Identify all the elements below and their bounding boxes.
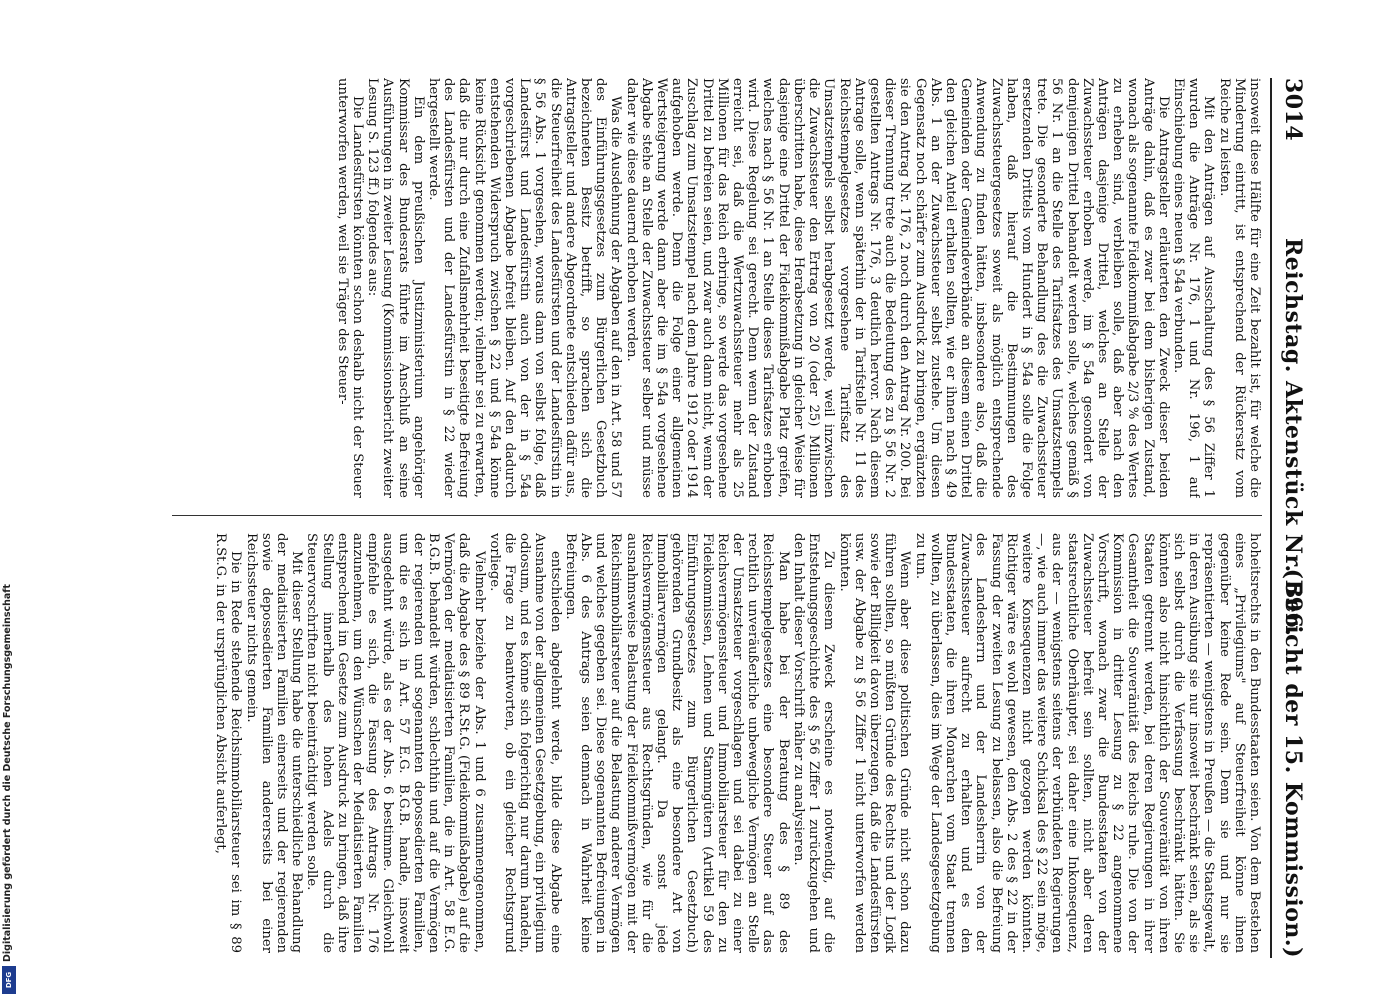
paragraph: Die in Rede stehende Reichsimmobiliarsteuer sei im § 89 R.St.G. in der ursprünglichen Absicht auferlegt, bbox=[213, 533, 244, 953]
running-subtitle: (Bericht der 15. Kommission.) bbox=[1280, 568, 1306, 958]
paragraph: Vielmehr beziehe der Abs. 1 und 6 zusammengenommen, daß die Abgabe des § 89 R.St.G. (Fideikommißabgabe) auf die Vermögen der mediatisierten Familien, die in Art. 58 E.G. B.G.B. behandelt würden, schlechthin und auf die Vermögen der regierenden und sogenannten depossedierten Familien, um die es sich in Art. 57 E.G. B.G.B. handle, insoweit ausgedehnt würde, als es der Abs. 6 bestimme. Gleichwohl empfehle es sich, die Fassung des Antrags Nr. 176 anzunehmen, um den Wünschen der Mediatisierten Familien entsprechend im Gesetze zum Ausdruck zu bringen, daß ihre Stellung innerhalb des hohen Adels durch die Steuervorschriften nicht beeinträchtigt werden solle. bbox=[304, 533, 487, 953]
paragraph: entschieden abgelehnt werde, bilde diese Abgabe eine Ausnahme von der allgemeinen Gesetzgebung, ein privilegium odiosum, und es könne sich folgerichtig nur darum handeln, die Frage zu beantworten, ob ein gleicher Rechtsgrund vorliege. bbox=[486, 533, 563, 953]
digitization-credit-text: Digitalisierung gefördert durch die Deutsche Forschungsgemeinschaft bbox=[2, 584, 13, 962]
paragraph: Wenn aber diese politischen Gründe nicht schon dazu führen sollten, so müßten Gründe des Rechts und der Logik sowie der Billigkeit davon überzeugen, daß die Landesfürsten usw. der Abgabe zu § 56 Ziffer 1 nicht unterworfen werden könnten. bbox=[836, 533, 913, 953]
paragraph: Zu diesem Zweck erscheine es notwendig, auf die Entstehungsgeschichte des § 56 Ziffer 1 zurückzugehen und den Inhalt dieser Vorschrift näher zu analysieren. bbox=[790, 533, 837, 953]
paragraph: Ein dem preußischen Justizministerium angehöriger Kommissar des Bundesrats führte im Anschluß an seine Ausführungen in zweiter Lesung (Kommissionsbericht zweiter Lesung S. 123 ff.) folgendes aus: bbox=[365, 78, 426, 498]
paragraph: Die Landesfürsten könnten schon deshalb nicht der Steuer unterworfen werden, weil sie Träger des Steuer- bbox=[334, 78, 366, 498]
paragraph: Die Antragsteller erläuterten den Zweck dieser beiden Anträge dahin, daß es zwar bei dem bisherigen Zustand, wonach als sogenannte Fideikommißabgabe 2/3 % des Wertes zu erheben sind, verbleiben solle, daß aber nach den Anträgen dasjenige Drittel, welches an Stelle der Zuwachssteuer erhoben werde, im § 54a gesondert von demjenigen Drittel behandelt werden solle, welches gemäß § 56 Nr. 1 an die Stelle des Tarifsatzes des Umsatzstempels trete. Die gesonderte Behandlung des die Zuwachssteuer ersetzenden Drittels vom Hundert in § 54a solle die Folge haben, daß hierauf die Bestimmungen des Zuwachssteuergesetzes soweit als möglich entsprechende Anwendung zu finden hätten, insbesondere also, daß die Gemeinden oder Gemeindeverbände an diesem einen Drittel den gleichen Anteil erhalten sollten, wie er ihnen nach § 49 Abs. 1 an der Zuwachssteuer selbst zustehe. Um diesen Gegensatz noch schärfer zum Ausdruck zu bringen, ergänzten sie den Antrag Nr. 176, 2 noch durch den Antrag Nr. 200. Bei dieser Trennung trete auch die Bedeutung des zu § 56 Nr. 2 gestellten Antrags Nr. 176, 3 deutlich hervor. Nach diesem Antrage solle, wenn späterhin der in Tarifstelle Nr. 11 des Reichsstempelgesetzes vorgesehene Tarifsatz des Umsatzstempels selbst herabgesetzt werde, weil inzwischen die Zuwachssteuer den Ertrag von 20 (oder 25) Millionen überschritten habe, diese Herabsetzung in gleicher Weise für dasjenige eine Drittel der Fideikommißabgabe Platz greifen, welches nach § 56 Nr. 1 an Stelle dieses Tarifsatzes erhoben wird. Diese Regelung sei gerecht. Denn wenn der Zustand erreicht sei, daß die Wertzuwachssteuer mehr als 25 Millionen für das Reich erbringe, so werde das vorgesehene Drittel zu befreien seien, und zwar auch dann nicht, wenn der Zuschlag zum Umsatzstempel nach dem Jahre 1912 oder 1914 aufgehoben werde. Denn die Folge einer allgemeinen Wertsteigerung werde dann aber die im § 54a vorgesehene Abgabe stehe an Stelle der Zuwachssteuer selber und müsse daher wie diese dauernd erhoben werden. bbox=[623, 78, 1171, 498]
dfg-logo bbox=[2, 966, 16, 994]
left-column bbox=[162, 78, 1262, 498]
document-page bbox=[70, 78, 1310, 958]
page-number: 3014 bbox=[1280, 78, 1306, 142]
paragraph: Was die Ausdehnung der Abgaben auf den in Art. 58 und 57 des Einführungsgesetzes zum Bürgerlichen Gesetzbuch bezeichneten Besitz betrifft, so sprachen sich die Antragsteller und andere Abgeordnete entschieden dafür aus, die Steuerfreiheit des Landesfürsten und der Landesfürstin in § 56 Abs. 1 vorgesehen, woraus dann von selbst folge, daß Landesfürst und Landesfürstin auch von der in § 54a vorgeschriebenen Abgabe befreit bleiben. Auf den dadurch entstehenden Widerspruch zwischen § 22 und § 54a könne keine Rücksicht genommen werden; vielmehr sei zu erwarten, daß die nur durch eine Zufallsmehrheit beseitigte Befreiung des Landesfürsten und der Landesfürstin in § 22 wieder hergestellt werde. bbox=[426, 78, 624, 498]
paragraph: insoweit diese Hälfte für eine Zeit bezahlt ist, für welche die Minderung eintritt, ist entsprechend der Rückersatz vom Reiche zu leisten. bbox=[1216, 78, 1262, 498]
right-column bbox=[162, 533, 1262, 953]
paragraph: Mit den Anträgen auf Ausschaltung des § 56 Ziffer 1 wurden die Anträge Nr. 176, 1 und Nr. 196, 1 auf Einschiebung eines neuen § 54a verbunden. bbox=[1170, 78, 1217, 498]
column-divider bbox=[172, 515, 1262, 516]
dfg-logo-text: DFG bbox=[5, 971, 13, 989]
paragraph: Mit dieser Stellung habe die unterschiedliche Behandlung der mediatisierten Familien einerseits und der regierenden sowie depossedierten Familien andererseits bei einer Reichssteuer nichts gemein. bbox=[243, 533, 305, 953]
paragraph: Man habe bei der Beratung des § 89 des Reichsstempelgesetzes eine besondere Steuer auf das rechtlich unveräußerliche unbewegliche Vermögen an Stelle der Umsatzsteuer vorgeschlagen und sei dabei zu einer Reichsvermögenssteuer und Immobiliarsteuer für den zu Fideikommissen, Lehnen und Stammgütern (Artikel 59 des Einführungsgesetzes zum Bürgerlichen Gesetzbuch) gehörenden Grundbesitz als eine besondere Art von Immobiliarvermögen gelangt. Da sonst jede Reichsvermögenssteuer aus Rechtsgründen, wie für die ausnahmsweise Belastung der Fideikommißvermögen mit der Reichsimmobiliarsteuer auf die Belastung anderer Vermögen und welches gegeben sei. Diese sogenannten Befreiungen in Abs. 6 des Antrags seien demnach in Wahrheit keine Befreiungen. bbox=[562, 533, 791, 953]
running-title: Reichstag. Aktenstück Nr. 596. bbox=[1280, 238, 1306, 637]
digitization-credit bbox=[2, 0, 22, 1000]
header-rule bbox=[1270, 78, 1272, 958]
page-header bbox=[1270, 78, 1310, 958]
paragraph: hoheitsrechts in den Bundesstaaten seien. Von dem Bestehen eines „Privilegiums" auf Steuerfreiheit könne ihnen gegenüber keine Rede sein. Denn sie und nur sie repräsentierten — wenigstens in Preußen — die Staatsgewalt, in deren Ausübung sie nur insoweit beschränkt seien, als sie sich selbst durch die Verfassung beschränkt hätten. Sie könnten also nicht hinsichtlich der Souveränität von ihren Staaten getrennt werden, bei deren Regierungen in ihrer Gesamtheit die Souveränität des Reichs ruhe. Die von der Kommission in dritter Lesung zu § 22 angenommene Vorschrift, wonach zwar die Bundesstaaten von der Zuwachssteuer befreit sein sollten, nicht aber deren staatsrechtliche Oberhäupter, sei daher eine Inkonsequenz, aus der — wenigstens seitens der verbündeten Regierungen —, wie auch immer das weitere Schicksal des § 22 sein möge, weitere Konsequenzen nicht gezogen werden könnten. Richtiger wäre es wohl gewesen, den Abs. 2 des § 22 in der Fassung der zweiten Lesung zu belassen, also die Befreiung des Landesherrn und der Landesherrin von der Zuwachssteuer aufrecht zu erhalten und es den Bundesstaaten, die ihren Monarchen vom Staat trennen wollten, zu überlassen, dies im Wege der Landesgesetzgebung zu tun. bbox=[912, 533, 1262, 953]
